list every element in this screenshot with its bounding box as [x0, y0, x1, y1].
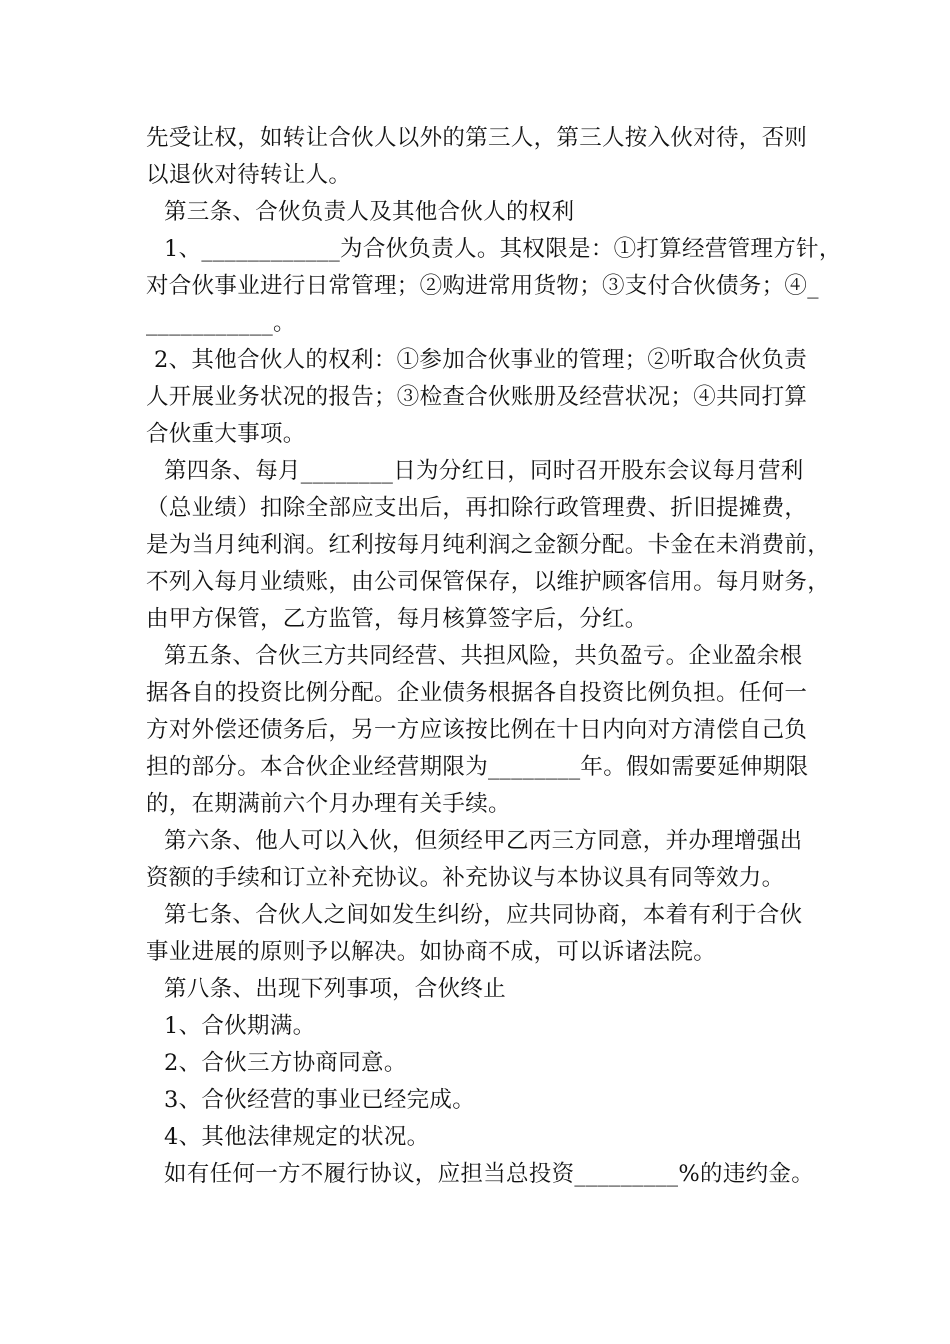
article-heading: 第三条、合伙负责人及其他合伙人的权利: [164, 199, 575, 225]
list-item: 1、合伙期满。: [164, 1013, 316, 1039]
paragraph-line: 如有任何一方不履行协议，应担当总投资_________%的违约金。: [164, 1161, 815, 1187]
article-heading: 第四条、每月________日为分红日，同时召开股东会议每月营利: [164, 458, 804, 484]
paragraph-line: 方对外偿还债务后，另一方应该按比例在十日内向对方清偿自己负: [146, 717, 808, 743]
article-heading: 第七条、合伙人之间如发生纠纷，应共同协商，本着有利于合伙: [164, 902, 803, 928]
paragraph-line: 对合伙事业进行日常管理；②购进常用货物；③支付合伙债务；④_: [146, 273, 819, 299]
paragraph-line: 担的部分。本合伙企业经营期限为________年。假如需要延伸期限: [146, 754, 809, 780]
article-heading: 第五条、合伙三方共同经营、共担风险，共负盈亏。企业盈余根: [164, 643, 803, 669]
list-item: 4、其他法律规定的状况。: [164, 1124, 430, 1150]
paragraph-line: 人开展业务状况的报告；③检查合伙账册及经营状况；④共同打算: [146, 384, 808, 410]
paragraph-line: 由甲方保管，乙方监管，每月核算签字后，分红。: [146, 606, 648, 632]
paragraph-line: 先受让权，如转让合伙人以外的第三人，第三人按入伙对待，否则: [146, 125, 808, 151]
paragraph-line: 不列入每月业绩账，由公司保管保存，以维护顾客信用。每月财务，: [146, 569, 831, 595]
paragraph-line: ___________。: [146, 310, 296, 336]
article-heading: 第八条、出现下列事项，合伙终止: [164, 976, 507, 1002]
paragraph-line: 据各自的投资比例分配。企业债务根据各自投资比例负担。任何一: [146, 680, 808, 706]
list-item: 2、合伙三方协商同意。: [164, 1050, 407, 1076]
paragraph-line: 1、____________为合伙负责人。其权限是：①打算经营管理方针，: [164, 236, 842, 262]
paragraph-line: 资额的手续和订立补充协议。补充协议与本协议具有同等效力。: [146, 865, 785, 891]
paragraph-line: 的，在期满前六个月办理有关手续。: [146, 791, 511, 817]
paragraph-line: 2、其他合伙人的权利：①参加合伙事业的管理；②听取合伙负责: [154, 347, 808, 373]
paragraph-line: 事业进展的原则予以解决。如协商不成，可以诉诸法院。: [146, 939, 717, 965]
article-heading: 第六条、他人可以入伙，但须经甲乙丙三方同意，并办理增强出: [164, 828, 803, 854]
paragraph-line: 是为当月纯利润。红利按每月纯利润之金额分配。卡金在未消费前，: [146, 532, 831, 558]
paragraph-line: （总业绩）扣除全部应支出后，再扣除行政管理费、折旧提摊费，: [146, 495, 808, 521]
paragraph-line: 合伙重大事项。: [146, 421, 306, 447]
list-item: 3、合伙经营的事业已经完成。: [164, 1087, 476, 1113]
paragraph-line: 以退伙对待转让人。: [146, 162, 352, 188]
